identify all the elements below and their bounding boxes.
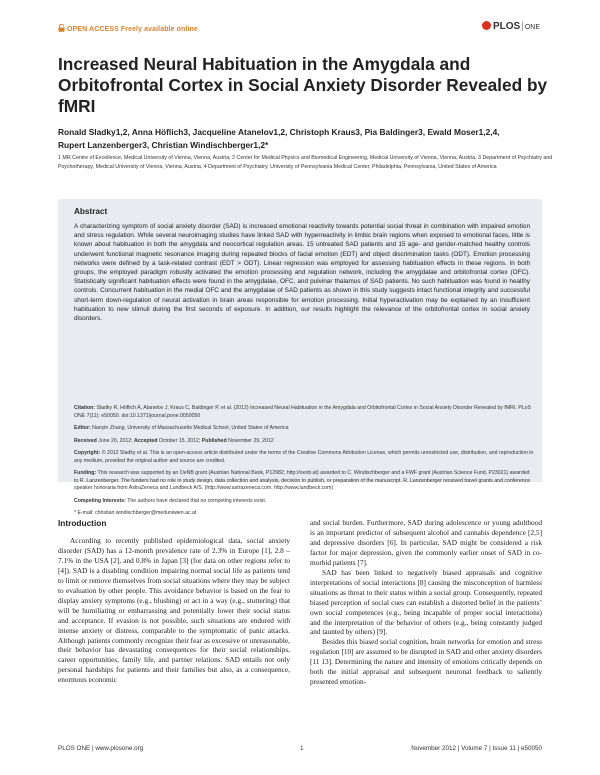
funding-label: Funding:	[74, 470, 97, 476]
page-number: 1	[300, 745, 304, 752]
author: Christoph Kraus3,	[289, 127, 363, 137]
citation	[74, 405, 534, 420]
copyright-label: Copyright:	[74, 450, 101, 456]
competing-text: The authors have declared that no competing interests exist.	[127, 497, 267, 504]
paragraph: Besides this biased social cognition, brain networks for emotion and stress regulation [10] are assumed to be disrupted in SAD and other anxiety disorders [11 13]. Determining the nature and intensity of emotions critically depends on both the initial appraisal and subsequent neuronal feedback to saliently presented emotion-	[310, 637, 542, 687]
dates	[74, 438, 534, 446]
body-column-left	[58, 536, 290, 685]
journal-header	[58, 23, 540, 37]
citation-text: Sladky R, Höflich A, Atanelov J, Kraus C, Baldinger P, et al. (2012) Increased Neural Habituation in the Amygdala and Orbitofrontal Cortex in Social Anxiety Disorder Revealed by fMRI. PLoS ONE 7(11): e50050. doi:10.1371/journal.pone.0050050	[74, 405, 531, 419]
footer-issue: November 2012 | Volume 7 | Issue 11 | e50050	[411, 745, 542, 752]
page-footer	[58, 745, 542, 755]
plos-one-logo	[482, 21, 540, 32]
article-metadata	[74, 405, 534, 523]
author: Rupert Lanzenberger3,	[58, 140, 150, 150]
author: Jacqueline Atanelov1,2,	[192, 127, 288, 137]
open-access-banner	[58, 24, 198, 33]
received-date: June 20, 2012;	[98, 437, 133, 444]
accepted-label: Accepted	[134, 437, 158, 444]
author-list	[58, 126, 558, 152]
paper-title: Increased Neural Habituation in the Amygdala and Orbitofrontal Cortex in Social Anxiety Disorder Revealed by fMRI	[58, 54, 548, 116]
author: Pia Baldinger3,	[364, 127, 426, 137]
accepted-date: October 15, 2012;	[158, 437, 201, 444]
author: Anna Höflich3,	[131, 127, 191, 137]
copyright	[74, 450, 534, 465]
published-date: November 29, 2012	[228, 437, 274, 444]
published-label: Published	[201, 437, 227, 444]
abstract-text: A characterizing symptom of social anxiety disorder (SAD) is increased emotional reactivity towards potential social threat in combination with impaired emotion and stress regulation. While several neuroimaging studies have linked SAD with hyperreactivity in limbic brain regions when exposed to emotional faces, little is known about habituation in both the amygdala and neocortical regulation areas. 15 untreated SAD patients and 15 age- and gender-matched healthy controls underwent functional magnetic resonance imaging during repeated blocks of facial emotion (EDT) and object discrimination tasks (ODT). Emotion processing networks were defined by a task-related contrast (EDT > ODT). Linear regression was employed for assessing habituation effects in these regions. In both groups, the employed paradigm robustly activated the emotion processing and regulation network, including the amygdalae and orbitofrontal cortex (OFC). Statistically significant habituation effects were found in the amygdalae, OFC, and pulvinar thalamus of SAD patients. No such habituation was found in healthy controls. Concurrent habituation in the medial OFC and the amygdalae of SAD patients as shown in this study suggests intact functional integrity and successful short-term down-regulation of neural activation in brain areas responsible for emotion processing. Initial hyperactivation may be explained by an insufficient habituation to new stimuli during the first seconds of exposure. In addition, our results highlight the relevance of the orbitofrontal cortex in social anxiety disorders.	[74, 223, 530, 323]
open-label: OPEN	[67, 26, 88, 33]
open-lock-icon	[58, 24, 65, 32]
paragraph: SAD has been linked to negatively biased appraisals and cognitive interpretations of social interactions [8] causing the misconception of harmless situations as threat to their status within a social group. Consequently, repeated biased perception of social cues can establish a distorted belief in the patients’ own social competences (e.g., being incapable of proper social interactions) and the interpretation of the behavior of others (e.g., being constantly judged and taunted by others) [9].	[310, 567, 542, 637]
paragraph: According to recently published epidemiological data, social anxiety disorder (SAD) has a 12-month prevalence rate of 2.3% in Europe [1], 2.8 – 7.1% in the USA [2], and 0.8% in Japan [3] (for data on other regions refer to [4]). SAD is a disabling condition impairing normal social life as patients tend to limit or remove themselves from social situations where they may be subject to evaluation by other people. This avoidance behavior is based on the fear to display anxiety symptoms (e.g., blushing) or act in a way (e.g., stuttering) that will be humiliating or embarrassing and potentially lower their social status and acceptance. If evasion is not possible, such situations are endured with intense anxiety or distress, comparable to the symptomatic of panic attacks. Although patients commonly recognize their fear as excessive or unreasonable, their behavior has devastating consequences for their social relationships, career opportunities, family life, and partner relations. SAD entails not only personal hardships for patients and their families but also, as a consequence, enormous economic	[58, 536, 290, 685]
funding-text: This research was supported by an OeNB grant (Austrian National Bank, P12982; http://oenb.at) awarded to C. Windischberger and a FWF grant (Austrian Science Fund, P23021) awarded to R. Lanzenberger. The funders had no role in study design, data collection and analysis, decision to publish, or preparation of the manuscript. R. Lanzenberger received travel grants and conference speaker honoraria from AstraZeneca and Lundbeck A/S. (http://www.astrazeneca.com, http://www.lundbeck.com)	[74, 470, 531, 491]
logo-main: PLOS	[492, 21, 521, 32]
funding	[74, 470, 534, 493]
editor-label: Editor:	[74, 425, 91, 431]
plos-logo-icon	[482, 21, 491, 30]
editor-text: Nanyin Zhang, University of Massachusetts Medical School, United States of America	[92, 425, 289, 431]
introduction-heading: Introduction	[58, 518, 107, 528]
editor	[74, 425, 534, 433]
logo-sub: ONE	[524, 24, 540, 31]
abstract-heading: Abstract	[74, 207, 108, 216]
freely-available-label: Freely available online	[120, 26, 198, 33]
body-column-right	[310, 518, 542, 687]
competing-interests	[74, 498, 534, 506]
competing-label: Competing Interests:	[74, 497, 126, 504]
author: Ronald Sladky1,2,	[58, 127, 130, 137]
copyright-text: © 2012 Sladky et al. This is an open-access article distributed under the terms of the Creative Commons Attribution License, which permits unrestricted use, distribution, and reproduction in any medium, provided the original author and source are credited.	[74, 450, 534, 464]
received-label: Received	[74, 437, 97, 444]
logo-separator: |	[521, 21, 524, 32]
corresponding-email: * E-mail: christian.windischberger@meduniwien.ac.at	[74, 510, 197, 516]
footer-journal: PLOS ONE | www.plosone.org	[58, 745, 144, 752]
author: Christian Windischberger1,2*	[151, 140, 269, 150]
affiliations: 1 MR Centre of Excellence, Medical University of Vienna, Vienna, Austria, 2 Center for Medical Physics and Biomedical Engineering, Medical University of Vienna, Vienna, Austria, 3 Department of Psychiatry and Psychotherapy, Medical University of Vienna, Vienna, Austria, 4 Department of Psychiatry, University of Pennsylvania Medical Center, Philadelphia, Pennsylvania, United States of America	[58, 155, 553, 170]
paragraph: and social burden. Furthermore, SAD during adolescence or young adulthood is an important predictor of subsequent alcohol and cannabis dependence [2,5] and depressive disorders [6]. In particular, SAD might be considered a risk factor for major depression, given the commonly earlier onset of SAD in co-morbid patients [7].	[310, 518, 542, 567]
access-label: ACCESS	[89, 26, 119, 33]
citation-label: Citation:	[74, 405, 96, 411]
author: Ewald Moser1,2,4,	[427, 127, 500, 137]
